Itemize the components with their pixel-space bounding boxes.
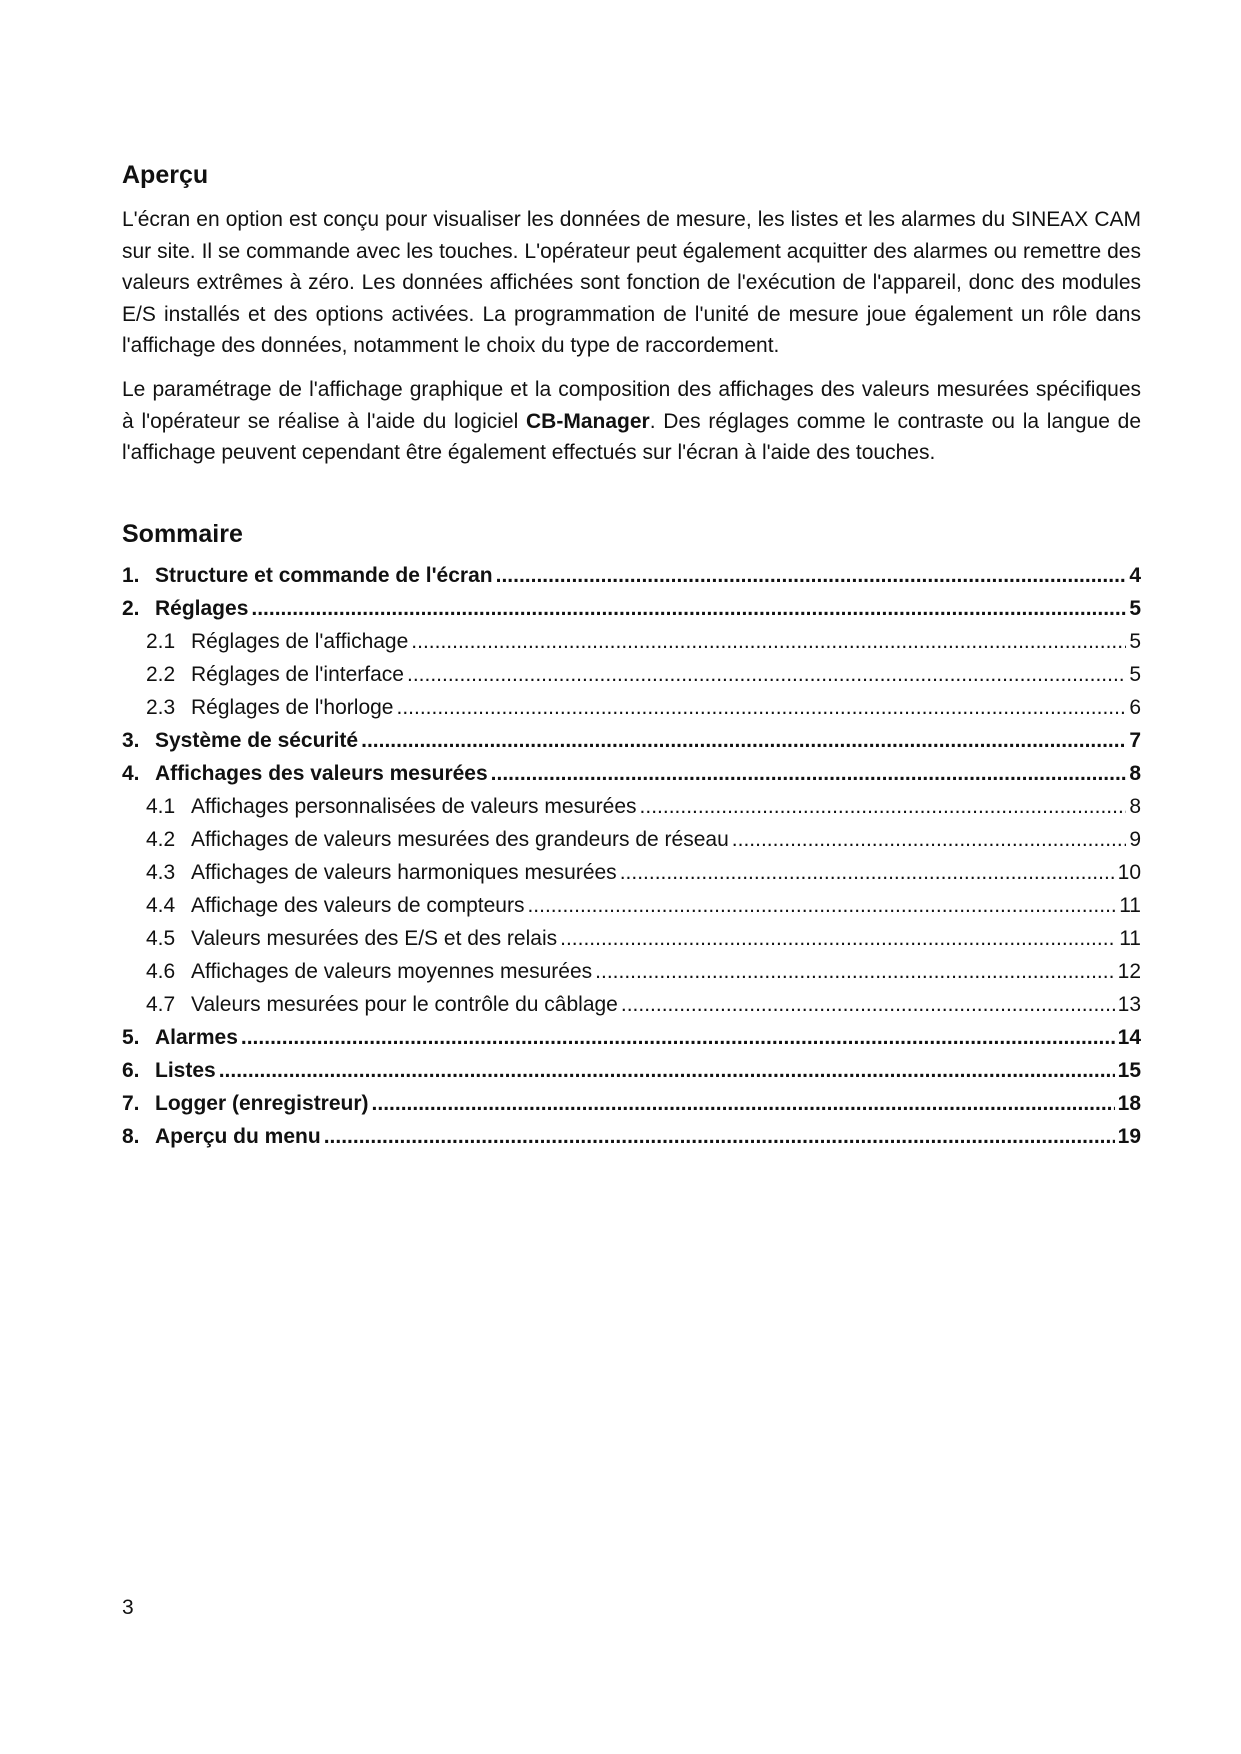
- toc-dot-leader: [640, 790, 1126, 823]
- overview-paragraph-2-text-a: Le paramétrage de l'affichage graphique et la composition des affichages des valeurs mesurées spécifiques à l'opérateur se réalise à l'aide du logiciel: [122, 377, 1141, 433]
- toc-entry[interactable]: [122, 1021, 1141, 1054]
- toc-entry[interactable]: [122, 691, 1141, 724]
- toc-dot-leader: [372, 1087, 1115, 1120]
- toc-entry-title: Affichages de valeurs mesurées des grandeurs de réseau: [191, 827, 729, 851]
- toc-entry-number: 5.: [122, 1025, 140, 1049]
- toc-entry-page: 11: [1119, 926, 1141, 950]
- toc-entry-page: 15: [1117, 1058, 1141, 1082]
- toc-dot-leader: [411, 625, 1126, 658]
- toc-entry-title: Valeurs mesurées des E/S et des relais: [191, 926, 558, 950]
- toc-entry-title: Valeurs mesurées pour le contrôle du câblage: [191, 992, 618, 1016]
- toc-entry-number: 4.: [122, 761, 140, 785]
- toc-entry[interactable]: [122, 1120, 1141, 1153]
- toc-dot-leader: [527, 889, 1116, 922]
- toc-entry[interactable]: [122, 724, 1141, 757]
- toc-entry-page: 5: [1129, 596, 1141, 620]
- toc-entry-page: 4: [1129, 563, 1141, 587]
- toc-entry-title: Affichages des valeurs mesurées: [155, 761, 488, 785]
- toc-entry-number: 2.2: [146, 662, 176, 686]
- toc-entry[interactable]: [122, 658, 1141, 691]
- toc-entry-page: 7: [1129, 728, 1141, 752]
- toc-entry-title: Affichages personnalisées de valeurs mesurées: [191, 794, 637, 818]
- toc-entry-page: 8: [1129, 761, 1141, 785]
- toc-entry-title: Affichage des valeurs de compteurs: [191, 893, 525, 917]
- overview-heading: Aperçu: [122, 161, 209, 189]
- toc-entry[interactable]: [122, 955, 1141, 988]
- toc-entry-number: 4.6: [146, 959, 176, 983]
- toc-dot-leader: [620, 856, 1115, 889]
- toc-entry-title: Aperçu du menu: [155, 1124, 321, 1148]
- toc-entry-number: 4.2: [146, 827, 176, 851]
- toc-entry-page: 8: [1129, 794, 1141, 818]
- toc-entry[interactable]: [122, 790, 1141, 823]
- page-content: [122, 160, 1141, 1153]
- toc-entry-number: 4.1: [146, 794, 176, 818]
- toc-entry[interactable]: [122, 625, 1141, 658]
- toc-entry[interactable]: [122, 988, 1141, 1021]
- toc-dot-leader: [361, 724, 1126, 757]
- toc-dot-leader: [595, 955, 1114, 988]
- toc-entry-title: Réglages de l'horloge: [191, 695, 394, 719]
- overview-paragraph-2: [122, 374, 1141, 469]
- toc-entry-number: 2.: [122, 596, 140, 620]
- toc-entry-number: 4.4: [146, 893, 176, 917]
- toc-entry-number: 4.5: [146, 926, 176, 950]
- toc-entry[interactable]: [122, 1054, 1141, 1087]
- toc-dot-leader: [491, 757, 1126, 790]
- software-name: CB-Manager: [526, 409, 650, 433]
- toc-entry[interactable]: [122, 559, 1141, 592]
- toc-entry-title: Listes: [155, 1058, 216, 1082]
- toc-entry-page: 5: [1129, 629, 1141, 653]
- toc-dot-leader: [732, 823, 1126, 856]
- toc-entry[interactable]: [122, 856, 1141, 889]
- toc-dot-leader: [219, 1054, 1115, 1087]
- toc-dot-leader: [324, 1120, 1115, 1153]
- toc-entry-title: Alarmes: [155, 1025, 238, 1049]
- toc-entry-number: 2.1: [146, 629, 176, 653]
- overview-paragraph-2-text-b: . Des réglages comme le contraste ou la langue de l'affichage peuvent cependant être également effectués sur l'écran à l'aide des touches.: [122, 409, 1141, 465]
- toc-entry-title: Réglages de l'affichage: [191, 629, 409, 653]
- toc-entry-page: 5: [1129, 662, 1141, 686]
- toc-entry-title: Réglages: [155, 596, 249, 620]
- toc-entry-title: Système de sécurité: [155, 728, 359, 752]
- toc-dot-leader: [251, 592, 1126, 625]
- toc-entry-page: 19: [1117, 1124, 1141, 1148]
- toc-entry-title: Structure et commande de l'écran: [155, 563, 493, 587]
- toc-dot-leader: [396, 691, 1126, 724]
- toc-entry-number: 3.: [122, 728, 140, 752]
- toc-dot-leader: [407, 658, 1126, 691]
- toc-entry-number: 1.: [122, 563, 140, 587]
- page-number: 3: [122, 1596, 134, 1619]
- toc-entry-title: Réglages de l'interface: [191, 662, 404, 686]
- toc-dot-leader: [621, 988, 1115, 1021]
- toc-entry[interactable]: [122, 922, 1141, 955]
- toc-entry[interactable]: [122, 823, 1141, 856]
- toc-entry-page: 9: [1129, 827, 1141, 851]
- toc-entry-page: 14: [1117, 1025, 1141, 1049]
- toc-entry-number: 8.: [122, 1124, 140, 1148]
- toc-dot-leader: [241, 1021, 1115, 1054]
- toc-entry-page: 12: [1117, 959, 1141, 983]
- toc-entry-title: Logger (enregistreur): [155, 1091, 369, 1115]
- toc-entry-page: 10: [1117, 860, 1141, 884]
- toc-entry[interactable]: [122, 889, 1141, 922]
- toc-entry-page: 18: [1117, 1091, 1141, 1115]
- overview-paragraph-1: L'écran en option est conçu pour visualiser les données de mesure, les listes et les alarmes du SINEAX CAM sur site. Il se commande avec les touches. L'opérateur peut également acquitter des alarmes ou remettre des valeurs extrêmes à zéro. Les données affichées sont fonction de l'exécution de l'appareil, donc des modules E/S installés et des options activées. La programmation de l'unité de mesure joue également un rôle dans l'affichage des données, notamment le choix du type de raccordement.: [122, 208, 1141, 358]
- toc-entry-title: Affichages de valeurs moyennes mesurées: [191, 959, 593, 983]
- toc-entry-page: 13: [1117, 992, 1141, 1016]
- toc-entry-page: 6: [1129, 695, 1141, 719]
- toc-entry[interactable]: [122, 592, 1141, 625]
- toc-entry-number: 7.: [122, 1091, 140, 1115]
- toc-entry-number: 6.: [122, 1058, 140, 1082]
- toc-entry-number: 4.7: [146, 992, 176, 1016]
- toc-entry[interactable]: [122, 1087, 1141, 1120]
- toc-dot-leader: [496, 559, 1126, 592]
- toc-entry-title: Affichages de valeurs harmoniques mesurées: [191, 860, 617, 884]
- table-of-contents: [122, 559, 1141, 1153]
- toc-entry-number: 2.3: [146, 695, 176, 719]
- summary-heading: Sommaire: [122, 519, 243, 548]
- toc-entry-number: 4.3: [146, 860, 176, 884]
- toc-entry-page: 11: [1119, 893, 1141, 917]
- toc-entry[interactable]: [122, 757, 1141, 790]
- toc-dot-leader: [560, 922, 1116, 955]
